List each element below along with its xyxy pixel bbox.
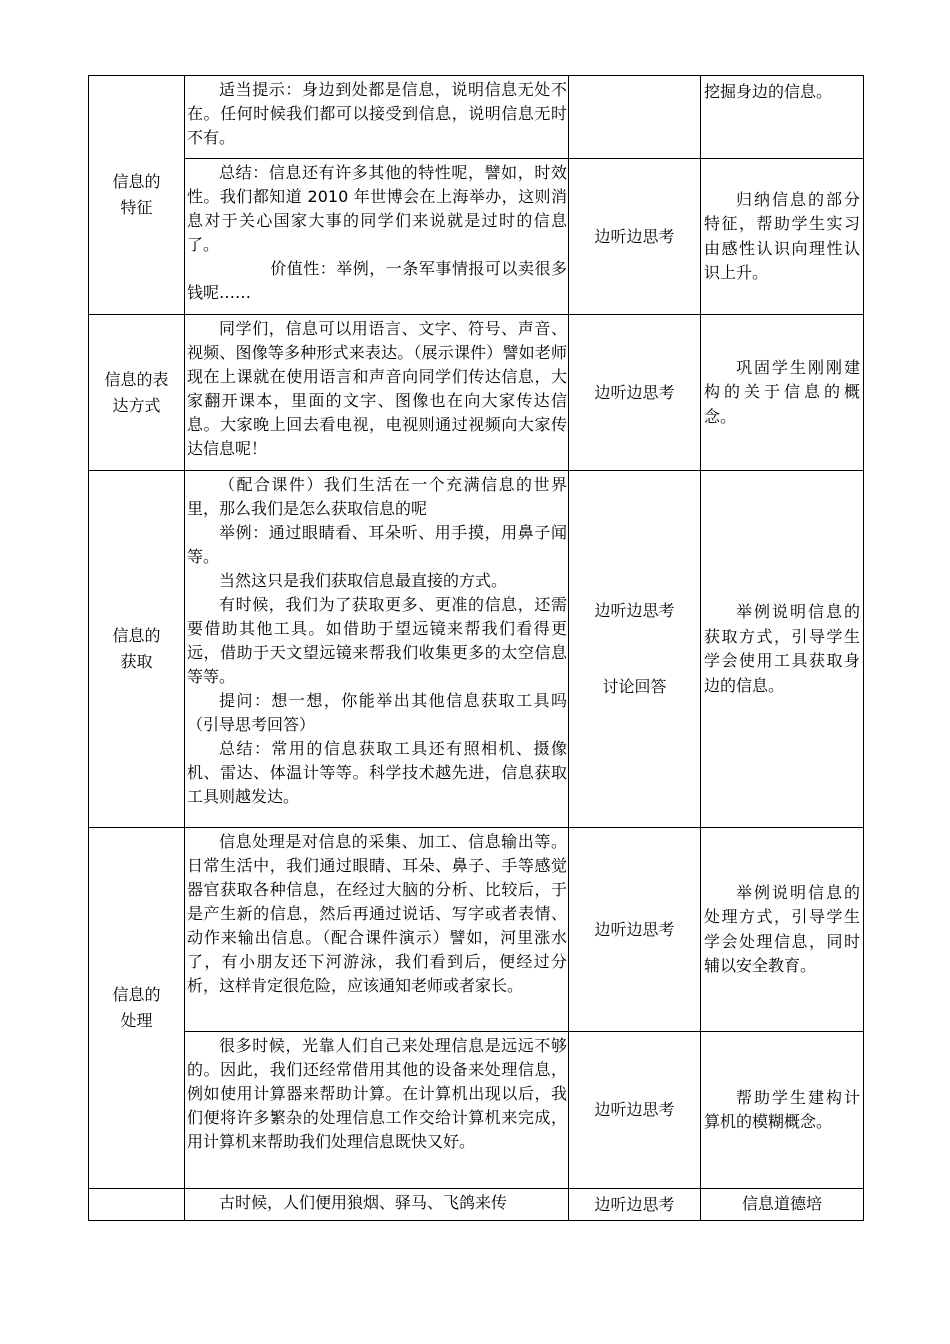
topic-label: 处理 [120, 1011, 153, 1030]
content-paragraph: 信息处理是对信息的采集、加工、信息输出等。日常生活中，我们通过眼睛、耳朵、鼻子、手等感觉器官获取各种信息，在经过大脑的分析、比较后，于是产生新的信息，然后再通过说话、写字或者表情、动作来输出信息。（配合课件演示）譬如，河里涨水了，有小朋友还下河游泳，我们看到后，便经过分析，这样肯定很危险，应该通知老师或者家长。 [187, 832, 567, 995]
content-paragraph: 很多时候，光靠人们自己来处理信息是远远不够的。因此，我们还经常借用其他的设备来处理信息，例如使用计算器来帮助计算。在计算机出现以后，我们便将许多繁杂的处理信息工作交给计算机来完成，用计算机来帮助我们处理信息既快又好。 [187, 1036, 567, 1151]
topic-cell-features [89, 76, 185, 315]
content-cell [185, 828, 569, 1032]
content-paragraph: 同学们，信息可以用语言、文字、符号、声音、视频、图像等多种形式来表达。（展示课件）譬如老师现在上课就在使用语言和声音向同学们传达信息，大家翻开课本，里面的文字、图像也在向大家传达信息。大家晚上回去看电视，电视则通过视频向大家传达信息呢！ [187, 319, 567, 458]
goal-cell [701, 471, 864, 828]
content-cell [185, 159, 569, 315]
topic-label: 信息的 [112, 985, 161, 1004]
activity-cell [569, 1032, 701, 1189]
activity-label: 边听边思考 [594, 382, 675, 402]
topic-cell-expression [89, 315, 185, 471]
table-row [89, 1032, 864, 1189]
goal-text: 挖掘身边的信息。 [704, 82, 833, 101]
goal-cell [701, 1032, 864, 1189]
topic-label: 特征 [120, 198, 153, 217]
activity-label: 讨论回答 [602, 677, 667, 696]
activity-spacer [569, 623, 700, 675]
topic-cell-processing [89, 828, 185, 1189]
table-row [89, 76, 864, 159]
activity-cell [569, 159, 701, 315]
content-cell [185, 471, 569, 828]
activity-label: 边听边思考 [594, 601, 675, 620]
topic-label: 获取 [120, 652, 153, 671]
goal-text: 归纳信息的部分特征，帮助学生实习由感性认识向理性认识上升。 [704, 189, 860, 282]
goal-text: 巩固学生刚刚建构的关于信息的概念。 [704, 357, 860, 426]
content-cell [185, 1189, 569, 1221]
goal-cell [701, 159, 864, 315]
content-paragraph: 提问：想一想，你能举出其他信息获取工具吗（引导思考回答） [187, 691, 567, 734]
table-row [89, 471, 864, 828]
activity-cell [569, 471, 701, 828]
topic-label: 信息的表 [104, 369, 169, 389]
activity-label: 边听边思考 [594, 1194, 675, 1214]
table-row [89, 828, 864, 1032]
table-row [89, 315, 864, 471]
content-paragraph: 古时候，人们便用狼烟、驿马、飞鸽来传 [219, 1193, 508, 1212]
table-row [89, 1189, 864, 1221]
content-cell [185, 1032, 569, 1189]
goal-text: 信息道德培 [741, 1194, 822, 1214]
topic-cell-empty [89, 1189, 185, 1221]
topic-label: 达方式 [112, 395, 161, 415]
content-paragraph: 总结：信息还有许多其他的特性呢，譬如，时效性。我们都知道 2010 年世博会在上海举办，这则消息对于关心国家大事的同学们来说就是过时的信息了。 [187, 163, 567, 254]
goal-text: 举例说明信息的处理方式，引导学生学会处理信息，同时辅以安全教育。 [704, 882, 860, 975]
content-cell [185, 76, 569, 159]
content-cell [185, 315, 569, 471]
content-paragraph: 举例：通过眼睛看、耳朵听、用手摸，用鼻子闻等。 [187, 523, 567, 566]
content-paragraph: （配合课件）我们生活在一个充满信息的世界里，那么我们是怎么获取信息的呢 [187, 475, 567, 518]
goal-cell [701, 1189, 864, 1221]
topic-label: 信息的 [112, 626, 161, 645]
goal-cell [701, 76, 864, 159]
goal-text: 举例说明信息的获取方式，引导学生学会使用工具获取身边的信息。 [704, 602, 860, 695]
activity-label: 边听边思考 [594, 226, 675, 246]
activity-label: 边听边思考 [594, 1100, 675, 1119]
content-paragraph: 价值性：举例，一条军事情报可以卖很多钱呢…… [187, 259, 567, 302]
topic-label: 信息的 [112, 172, 161, 191]
activity-cell [569, 828, 701, 1032]
goal-text: 帮助学生建构计算机的模糊概念。 [704, 1087, 860, 1131]
goal-cell [701, 315, 864, 471]
content-paragraph: 适当提示：身边到处都是信息，说明信息无处不在。任何时候我们都可以接受到信息，说明信息无时不有。 [187, 80, 567, 147]
activity-cell [569, 315, 701, 471]
goal-cell [701, 828, 864, 1032]
lesson-plan-table [88, 75, 864, 1221]
table-row [89, 159, 864, 315]
activity-cell [569, 76, 701, 159]
activity-cell [569, 1189, 701, 1221]
topic-cell-acquisition [89, 471, 185, 828]
content-paragraph: 有时候，我们为了获取更多、更准的信息，还需要借助其他工具。如借助于望远镜来帮我们看得更远，借助于天文望远镜来帮我们收集更多的太空信息等等。 [187, 595, 567, 686]
activity-label: 边听边思考 [594, 919, 675, 939]
content-paragraph: 当然这只是我们获取信息最直接的方式。 [219, 571, 508, 590]
content-paragraph: 总结：常用的信息获取工具还有照相机、摄像机、雷达、体温计等等。科学技术越先进，信息获取工具则越发达。 [187, 739, 567, 806]
